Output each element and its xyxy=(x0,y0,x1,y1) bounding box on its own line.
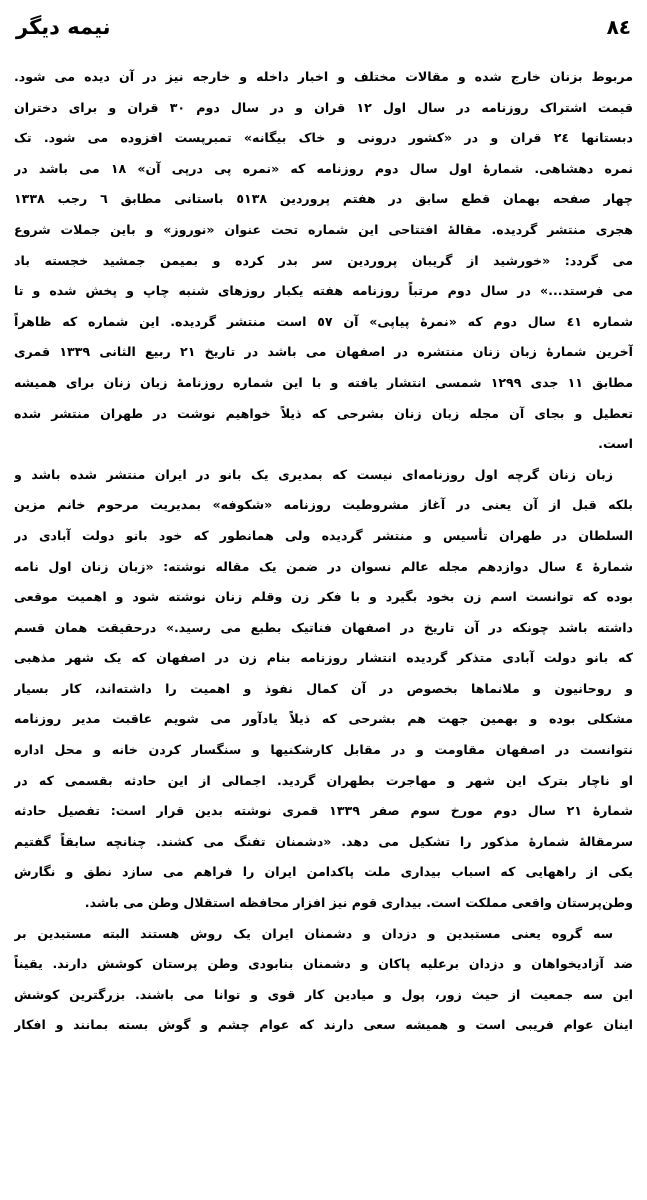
text-line: مربوط بزنان خارج شده و مقالات مختلف و اخبار داخله و خارجه نیز در آن دیده می شود. xyxy=(14,69,633,84)
text-line: بلکه قبل از آن یعنی در آغاز مشروطیت روزنامه «شکوفه» بمدیریت مرحوم خانم مزین xyxy=(14,497,633,513)
text-line: شمارهٔ ۲۱ سال دوم مورخ سوم صفر ۱۳۳۹ قمری نوشته بدین قرار است: تفصیل حادثه xyxy=(14,803,633,819)
text-line: دبستانها ٢٤ قران و در «کشور درونی و خاک بیگانه» تمبرپست افزوده می شود. تک xyxy=(14,130,633,146)
text-line: مطابق ۱۱ جدی ۱۲۹۹ شمسی انتشار یافته و با این شماره روزنامهٔ زبان زنان برای همیشه xyxy=(14,374,633,390)
text-line: شمارهٔ ٤ سال دوازدهم مجله عالم نسوان در ضمن یک مقاله نوشته: «زبان زنان اول نامه xyxy=(14,558,633,574)
text-line: مشکلی بوده و بهمین جهت هم بشرحی که ذیلاً یادآور می شویم عاقبت مدیر روزنامه xyxy=(14,711,633,727)
text-line: تعطیل و بجای آن مجله زبان زنان بشرحی که ذیلاً خواهیم نوشت در طهران منتشر شده xyxy=(14,405,633,421)
text-line: چهار صفحه بهمان قطع سابق در هفتم پروردین ٥۱۳۸ باستانی مطابق ٦ رجب ۱۳۳۸ xyxy=(14,191,633,207)
text-line: او ناچار بترک این شهر و مهاجرت بطهران گردید. اجمالی از این حادثه بقسمی که در xyxy=(14,772,633,788)
running-title: نیمه دیگر xyxy=(16,15,111,39)
text-line: ضد آزادیخواهان و دزدان برعلیه پاکان و دشمنان بنابودی وطن پرستان کوشش دارند. یقیناً xyxy=(14,956,633,972)
text-line: نمره دهشاهی. شمارهٔ اول سال دوم روزنامه که «نمره پی درپی آن» ۱۸ می باشد در xyxy=(14,160,633,176)
text-line: السلطان در طهران تأسیس و منتشر گردیده ولی همانطور که خود بانو دولت آبادی در xyxy=(14,527,633,543)
text-line: شماره ٤۱ سال دوم که «نمرهٔ پیاپی» آن ٥۷ است منتشر گردیده. این شماره که ظاهراً xyxy=(14,313,633,329)
text-line: سه گروه یعنی مستبدین و دزدان و دشمنان ایران یک روش هستند البته مستبدین بر xyxy=(14,925,613,941)
running-header xyxy=(14,10,633,46)
text-line: که بانو دولت آبادی متذکر گردیده انتشار روزنامه بنام زن در اصفهان که یک شهر مذهبی xyxy=(14,650,633,666)
text-line: قیمت اشتراک روزنامه در سال اول ۱۲ قران و در سال دوم ۳۰ قران و برای دختران xyxy=(14,99,633,115)
page-number: ۸٤ xyxy=(606,15,631,39)
text-line: می فرستد...» در سال دوم مرتباً روزنامه هفته یکبار روزهای شنبه چاپ و پخش شده و تا xyxy=(14,283,633,299)
text-line: سرمقالهٔ شمارهٔ مذکور را تشکیل می دهد. «دشمنان تفنگ می کشند. چنانچه سابقاً گفتیم xyxy=(14,833,633,849)
text-line: است. xyxy=(598,436,633,452)
text-line: هجری منتشر گردیده. مقالهٔ افتتاحی این شماره تحت عنوان «نوروز» و باین جملات شروع xyxy=(14,221,633,237)
text-line: این سه جمعیت از حیث زور، پول و میادین کار قوی و توانا می باشند. بزرگترین کوشش xyxy=(14,986,633,1002)
text-line: داشته باشد چونکه در آن تاریخ در اصفهان فناتیک بطبع می رسید.» درحقیقت همان قسم xyxy=(14,619,633,635)
text-line: اینان عوام فریبی است و همیشه سعی دارند که عوام چشم و گوش بسته بمانند و افکار xyxy=(14,1017,633,1033)
text-line: و روحانیون و ملانماها بخصوص در آن کمال نفوذ و اهمیت را داشته‌اند، کار بسیار xyxy=(14,680,633,696)
text-line: نتوانست در اصفهان مقاومت و در مقابل کارشکنیها و سنگسار کردن خانه و محل اداره xyxy=(14,742,633,758)
body-text xyxy=(14,62,633,1041)
text-line: زبان زنان گرچه اول روزنامه‌ای نیست که بمدیری یک بانو در ایران منتشر شده باشد و xyxy=(14,466,613,482)
text-line: آخرین شمارهٔ زبان زنان منتشره در اصفهان می باشد در تاریخ ۲۱ ربیع الثانی ۱۳۳۹ قمری xyxy=(14,344,633,360)
text-line: بوده که توانست اسم زن بخود بگیرد و با فکر زن وقلم زنان نوشته شود و اهمیت موقعی xyxy=(14,589,633,605)
text-line: می گردد: «خورشید از گریبان پروردین سر بدر کرده و بمیمن جمشید خجسته باد xyxy=(14,252,633,268)
text-line: وطن‌پرستان واقعی مملکت است. بیداری قوم نیز افزار محافظه استقلال وطن می باشد. xyxy=(84,895,633,911)
text-line: یکی از راههایی که اسباب بیداری ملت پاکدامن ایران را فراهم می سازد نطق و نگارش xyxy=(14,864,633,880)
